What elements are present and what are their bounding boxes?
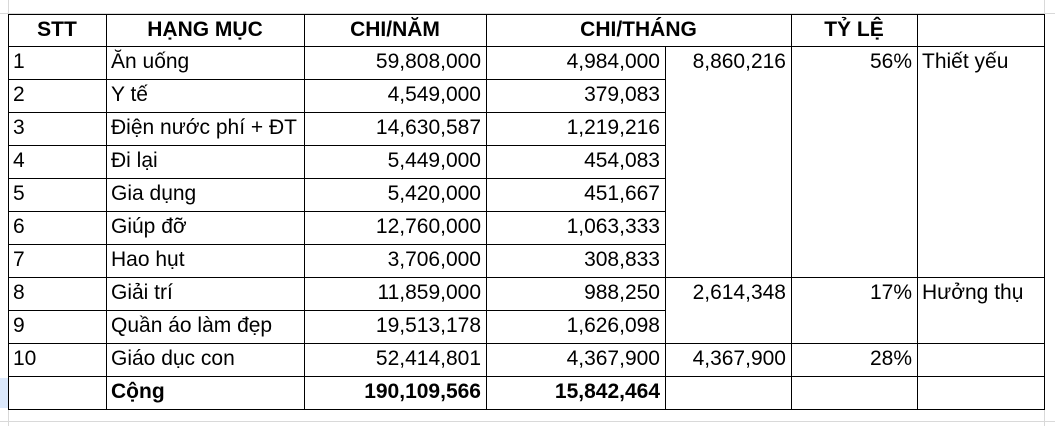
cell-hang-muc[interactable]: Hao hụt <box>111 248 185 271</box>
total-empty-3[interactable] <box>917 376 1044 409</box>
cell-stt[interactable]: 9 <box>13 314 25 337</box>
cell-chi-thang[interactable]: 1,626,098 <box>566 314 660 337</box>
group-ratio[interactable]: 56% <box>869 50 912 73</box>
border-col-end <box>1044 14 1045 409</box>
cell-chi-nam[interactable]: 12,760,000 <box>375 215 481 238</box>
total-chi-nam[interactable]: 190,109,566 <box>364 380 481 403</box>
cell-stt[interactable]: 10 <box>13 347 37 370</box>
total-stt-empty[interactable] <box>8 376 106 409</box>
gridline-bottom <box>0 421 1055 422</box>
header-empty[interactable] <box>917 14 1044 46</box>
cell-stt[interactable]: 3 <box>13 116 25 139</box>
border-row-bottom <box>8 409 1045 410</box>
cell-hang-muc[interactable]: Đi lại <box>111 149 158 172</box>
header-chi-nam[interactable]: CHI/NĂM <box>350 18 440 41</box>
group-label[interactable]: Thiết yếu <box>922 50 1009 73</box>
total-empty-1[interactable] <box>665 376 791 409</box>
group-subtotal[interactable]: 8,860,216 <box>692 50 786 73</box>
cell-chi-nam[interactable]: 5,420,000 <box>387 182 481 205</box>
cell-chi-nam[interactable]: 52,414,801 <box>375 347 481 370</box>
cell-stt[interactable]: 1 <box>13 50 25 73</box>
cell-stt[interactable]: 7 <box>13 248 25 271</box>
group-label[interactable] <box>917 343 1044 376</box>
cell-chi-thang[interactable]: 454,083 <box>584 149 660 172</box>
cell-chi-nam[interactable]: 5,449,000 <box>387 149 481 172</box>
cell-chi-nam[interactable]: 4,549,000 <box>387 83 481 106</box>
cell-chi-thang[interactable]: 988,250 <box>584 281 660 304</box>
selection-marker <box>0 378 8 408</box>
cell-chi-thang[interactable]: 308,833 <box>584 248 660 271</box>
cell-stt[interactable]: 8 <box>13 281 25 304</box>
cell-chi-thang[interactable]: 379,083 <box>584 83 660 106</box>
group-label[interactable]: Hưởng thụ <box>922 281 1024 304</box>
cell-hang-muc[interactable]: Giải trí <box>111 281 173 304</box>
group-subtotal[interactable]: 2,614,348 <box>692 281 786 304</box>
cell-chi-thang[interactable]: 451,667 <box>584 182 660 205</box>
cell-chi-nam[interactable]: 11,859,000 <box>377 281 481 304</box>
cell-hang-muc[interactable]: Y tế <box>111 83 148 106</box>
total-label[interactable]: Cộng <box>111 380 165 403</box>
cell-chi-thang[interactable]: 4,367,900 <box>566 347 660 370</box>
cell-hang-muc[interactable]: Ăn uống <box>111 50 190 73</box>
cell-hang-muc[interactable]: Giáo dục con <box>111 347 235 370</box>
cell-chi-thang[interactable]: 4,984,000 <box>566 50 660 73</box>
total-chi-thang[interactable]: 15,842,464 <box>554 380 660 403</box>
cell-chi-nam[interactable]: 19,513,178 <box>375 314 481 337</box>
header-ty-le[interactable]: TỶ LỆ <box>824 18 884 41</box>
cell-stt[interactable]: 6 <box>13 215 25 238</box>
cell-chi-nam[interactable]: 59,808,000 <box>375 50 481 73</box>
group-ratio[interactable]: 17% <box>869 281 912 304</box>
cell-stt[interactable]: 4 <box>13 149 25 172</box>
cell-chi-nam[interactable]: 3,706,000 <box>387 248 481 271</box>
cell-hang-muc[interactable]: Gia dụng <box>111 182 197 205</box>
cell-chi-thang[interactable]: 1,063,333 <box>566 215 660 238</box>
cell-hang-muc[interactable]: Quần áo làm đẹp <box>111 314 273 337</box>
header-hang-muc[interactable]: HẠNG MỤC <box>147 18 263 41</box>
cell-chi-nam[interactable]: 14,630,587 <box>375 116 481 139</box>
cell-chi-thang[interactable]: 1,219,216 <box>566 116 660 139</box>
cell-stt[interactable]: 5 <box>13 182 25 205</box>
group-ratio[interactable]: 28% <box>869 347 912 370</box>
header-stt[interactable]: STT <box>37 18 77 41</box>
total-empty-2[interactable] <box>791 376 917 409</box>
cell-hang-muc[interactable]: Giúp đỡ <box>111 215 187 238</box>
cell-stt[interactable]: 2 <box>13 83 25 106</box>
group-subtotal[interactable]: 4,367,900 <box>692 347 786 370</box>
header-chi-thang[interactable]: CHI/THÁNG <box>580 18 697 41</box>
cell-hang-muc[interactable]: Điện nước phí + ĐT <box>111 116 297 139</box>
